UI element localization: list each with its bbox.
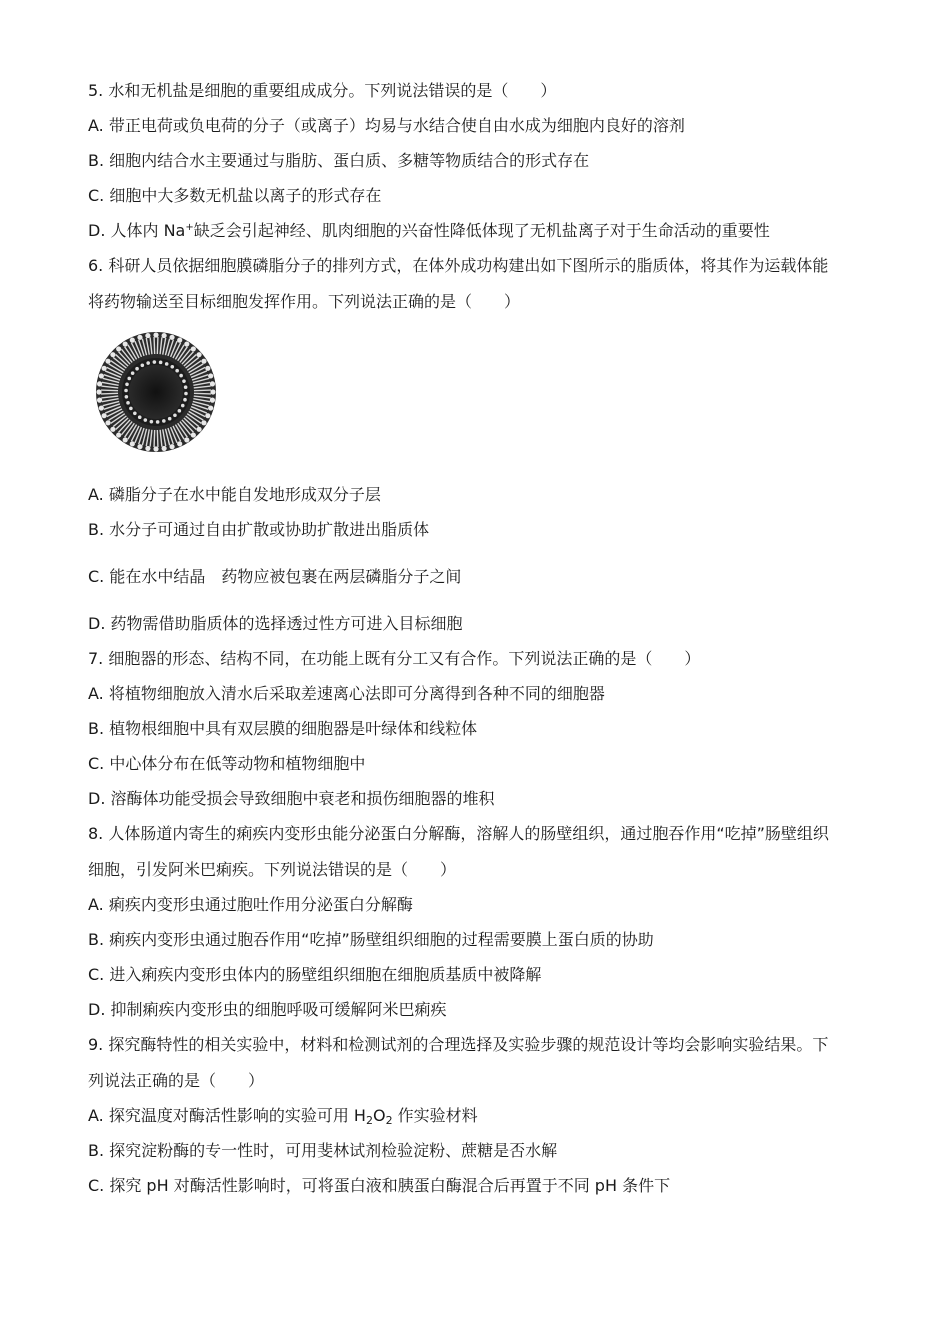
phospholipid-head-outer <box>99 373 104 378</box>
q7-option-a: A. 将植物细胞放入清水后采取差速离心法即可分离得到各种不同的细胞器 <box>88 684 605 703</box>
phospholipid-head-inner <box>179 374 183 378</box>
phospholipid-head-inner <box>168 417 172 421</box>
phospholipid-head-inner <box>162 419 166 423</box>
phospholipid-head-outer <box>169 335 174 340</box>
phospholipid-head-outer <box>153 332 158 337</box>
q7-option-c: C. 中心体分布在低等动物和植物细胞中 <box>88 754 366 773</box>
phospholipid-head-outer <box>177 338 182 343</box>
phospholipid-head-inner <box>170 365 174 369</box>
phospholipid-head-outer <box>116 432 121 437</box>
phospholipid-tail <box>194 390 211 391</box>
liposome-figure <box>92 328 224 458</box>
q8-option-c: C. 进入痢疾内变形虫体内的肠壁组织细胞在细胞质基质中被降解 <box>88 965 542 984</box>
q9-stem-line2: 列说法正确的是（ ） <box>88 1071 265 1090</box>
phospholipid-head-outer <box>110 427 115 432</box>
phospholipid-head-inner <box>127 377 131 381</box>
phospholipid-head-inner <box>153 360 157 364</box>
phospholipid-head-inner <box>184 392 188 396</box>
phospholipid-head-inner <box>181 404 185 408</box>
phospholipid-head-outer <box>205 366 210 371</box>
phospholipid-head-outer <box>184 437 189 442</box>
phospholipid-head-inner <box>141 364 145 368</box>
phospholipid-head-outer <box>137 444 142 449</box>
phospholipid-tail <box>157 430 158 447</box>
q6-stem-line2: 将药物输送至目标细胞发挥作用。下列说法正确的是（ ） <box>88 292 521 311</box>
phospholipid-head-outer <box>184 341 189 346</box>
q8-option-d: D. 抑制痢疾内变形虫的细胞呼吸可缓解阿米巴痢疾 <box>88 1000 447 1019</box>
phospholipid-head-inner <box>129 407 133 411</box>
q9-option-a <box>88 1106 478 1126</box>
phospholipid-head-outer <box>137 335 142 340</box>
q7-option-d: D. 溶酶体功能受损会导致细胞中衰老和损伤细胞器的堆积 <box>88 789 495 808</box>
phospholipid-head-outer <box>210 381 215 386</box>
phospholipid-head-outer <box>99 405 104 410</box>
phospholipid-head-outer <box>110 352 115 357</box>
phospholipid-tail <box>101 393 118 394</box>
phospholipid-head-inner <box>135 367 139 371</box>
phospholipid-head-inner <box>156 420 160 424</box>
phospholipid-head-inner <box>178 409 182 413</box>
phospholipid-head-inner <box>138 415 142 419</box>
q9-option-a-mid: O <box>372 1106 386 1125</box>
phospholipid-head-inner <box>125 383 129 387</box>
phospholipid-head-inner <box>175 369 179 373</box>
phospholipid-head-inner <box>159 361 163 365</box>
phospholipid-head-inner <box>173 413 177 417</box>
q9-option-a-suffix: 作实验材料 <box>392 1106 478 1125</box>
q9-option-c: C. 探究 pH 对酶活性影响时，可将蛋白液和胰蛋白酶混合后再置于不同 pH 条件下 <box>88 1176 671 1195</box>
phospholipid-head-inner <box>184 385 188 389</box>
phospholipid-head-outer <box>210 398 215 403</box>
phospholipid-head-inner <box>165 362 169 366</box>
phospholipid-head-outer <box>191 346 196 351</box>
phospholipid-head-outer <box>145 333 150 338</box>
phospholipid-head-outer <box>145 446 150 451</box>
phospholipid-head-outer <box>205 413 210 418</box>
phospholipid-head-outer <box>201 359 206 364</box>
phospholipid-tail <box>154 337 155 354</box>
phospholipid-head-outer <box>162 333 167 338</box>
q5-option-d-suffix: 缺乏会引起神经、肌肉细胞的兴奋性降低体现了无机盐离子对于生命活动的重要性 <box>193 221 770 240</box>
phospholipid-head-outer <box>208 405 213 410</box>
q5-stem: 5. 水和无机盐是细胞的重要组成成分。下列说法错误的是（ ） <box>88 81 557 100</box>
phospholipid-tail <box>101 390 118 391</box>
q6-option-a: A. 磷脂分子在水中能自发地形成双分子层 <box>88 485 381 504</box>
phospholipid-head-outer <box>105 420 110 425</box>
phospholipid-head-outer <box>191 432 196 437</box>
phospholipid-head-outer <box>130 441 135 446</box>
liposome-illustration <box>92 328 224 458</box>
phospholipid-head-outer <box>162 446 167 451</box>
q6-option-b: B. 水分子可通过自由扩散或协助扩散进出脂质体 <box>88 520 430 539</box>
phospholipid-head-inner <box>125 395 129 399</box>
phospholipid-head-outer <box>130 338 135 343</box>
q9-option-a-prefix: A. 探究温度对酶活性影响的实验可用 H <box>88 1106 366 1125</box>
phospholipid-head-outer <box>123 437 128 442</box>
phospholipid-head-outer <box>102 366 107 371</box>
q5-option-d <box>88 221 770 241</box>
phospholipid-head-inner <box>150 420 154 424</box>
phospholipid-head-outer <box>96 389 101 394</box>
phospholipid-tail <box>157 337 158 354</box>
phospholipid-head-outer <box>210 389 215 394</box>
q8-stem-line2: 细胞，引发阿米巴痢疾。下列说法错误的是（ ） <box>88 860 457 879</box>
phospholipid-head-outer <box>201 420 206 425</box>
phospholipid-head-outer <box>105 359 110 364</box>
phospholipid-head-outer <box>196 352 201 357</box>
q5-option-c: C. 细胞中大多数无机盐以离子的形式存在 <box>88 186 382 205</box>
q5-option-d-superscript: + <box>185 222 194 233</box>
q9-option-a-subscript-2: 2 <box>385 1114 393 1127</box>
phospholipid-head-outer <box>116 346 121 351</box>
phospholipid-head-outer <box>208 373 213 378</box>
phospholipid-tail <box>194 393 211 394</box>
phospholipid-head-inner <box>146 361 150 365</box>
phospholipid-head-outer <box>196 427 201 432</box>
q8-option-b: B. 痢疾内变形虫通过胞吞作用“吃掉”肠壁组织细胞的过程需要膜上蛋白质的协助 <box>88 930 654 949</box>
q6-option-c: C. 能在水中结晶 药物应被包裹在两层磷脂分子之间 <box>88 567 462 586</box>
phospholipid-head-inner <box>183 398 187 402</box>
phospholipid-head-outer <box>97 381 102 386</box>
phospholipid-head-outer <box>102 413 107 418</box>
q9-stem-line1: 9. 探究酶特性的相关实验中，材料和检测试剂的合理选择及实验步骤的规范设计等均会影响实验结果。下 <box>88 1035 829 1054</box>
phospholipid-head-inner <box>133 411 137 415</box>
phospholipid-head-inner <box>124 389 128 393</box>
phospholipid-head-inner <box>182 379 186 383</box>
q5-option-b: B. 细胞内结合水主要通过与脂肪、蛋白质、多糖等物质结合的形式存在 <box>88 151 590 170</box>
q8-stem-line1: 8. 人体肠道内寄生的痢疾内变形虫能分泌蛋白分解酶，溶解人的肠壁组织，通过胞吞作用“吃掉”肠壁组织 <box>88 824 829 843</box>
q5-option-d-prefix: D. 人体内 Na <box>88 221 186 240</box>
q6-stem-line1: 6. 科研人员依据细胞膜磷脂分子的排列方式，在体外成功构建出如下图所示的脂质体，将其作为运载体能 <box>88 256 829 275</box>
q6-option-d: D. 药物需借助脂质体的选择透过性方可进入目标细胞 <box>88 614 463 633</box>
q9-option-b: B. 探究淀粉酶的专一性时，可用斐林试剂检验淀粉、蔗糖是否水解 <box>88 1141 558 1160</box>
phospholipid-head-outer <box>153 446 158 451</box>
phospholipid-head-outer <box>177 441 182 446</box>
phospholipid-head-outer <box>123 341 128 346</box>
phospholipid-tail <box>154 430 155 447</box>
q8-option-a: A. 痢疾内变形虫通过胞吐作用分泌蛋白分解酶 <box>88 895 413 914</box>
q7-option-b: B. 植物根细胞中具有双层膜的细胞器是叶绿体和线粒体 <box>88 719 478 738</box>
phospholipid-head-outer <box>169 444 174 449</box>
q7-stem: 7. 细胞器的形态、结构不同，在功能上既有分工又有合作。下列说法正确的是（ ） <box>88 649 701 668</box>
phospholipid-head-inner <box>144 418 148 422</box>
q5-option-a: A. 带正电荷或负电荷的分子（或离子）均易与水结合使自由水成为细胞内良好的溶剂 <box>88 116 685 135</box>
q9-option-a-subscript-1: 2 <box>365 1114 373 1127</box>
phospholipid-head-inner <box>131 371 135 375</box>
phospholipid-head-outer <box>97 398 102 403</box>
phospholipid-head-inner <box>126 401 130 405</box>
